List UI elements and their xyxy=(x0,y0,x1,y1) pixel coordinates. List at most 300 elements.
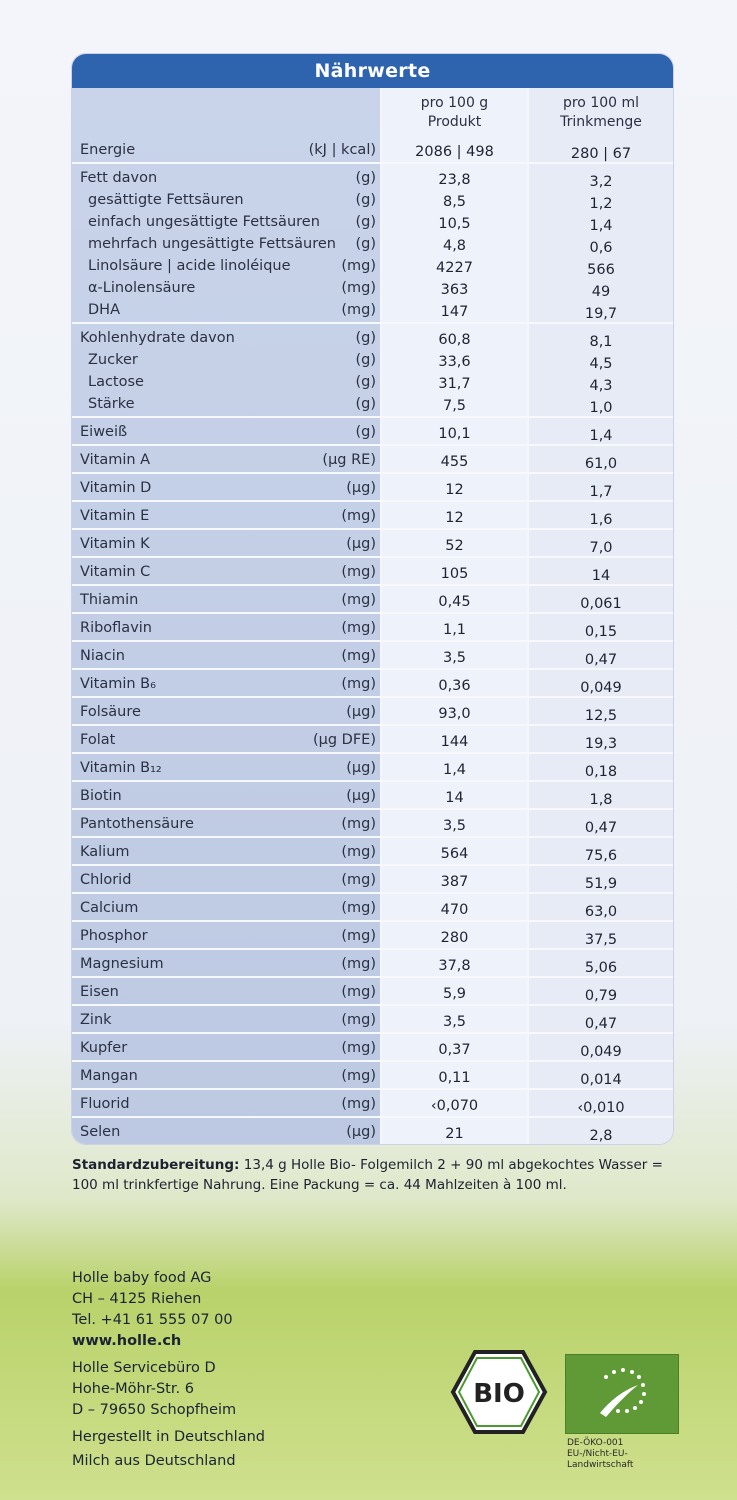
nutrient-unit: (mg) xyxy=(341,1012,376,1028)
nutrient-name: Pantothensäure xyxy=(80,816,194,832)
nutrient-line xyxy=(80,841,376,863)
row-labels xyxy=(80,617,376,639)
value-per-100g: 60,8 xyxy=(438,332,471,348)
nutrient-name: Selen xyxy=(80,1124,121,1140)
value-per-100ml: 19,3 xyxy=(584,736,618,752)
nutrient-line xyxy=(80,477,376,499)
value-per-100ml: 1,4 xyxy=(589,218,613,234)
nutrient-line xyxy=(80,189,376,211)
table-row xyxy=(72,446,673,474)
value-per-100g: 31,7 xyxy=(438,376,471,392)
nutrient-name: Kalium xyxy=(80,844,130,860)
service-city: D – 79650 Schopfheim xyxy=(72,1402,237,1418)
value-per-100ml: 0,47 xyxy=(584,652,618,668)
value-per-100g: 3,5 xyxy=(442,1014,467,1030)
nutrient-name: Zucker xyxy=(88,352,138,368)
nutrient-unit: (g) xyxy=(355,214,376,230)
value-per-100ml: 0,6 xyxy=(589,240,613,256)
row-values-per-100ml xyxy=(529,1069,673,1091)
value-per-100ml: 8,1 xyxy=(589,334,613,350)
value-per-100ml: 0,049 xyxy=(580,680,622,696)
nutrient-unit: (g) xyxy=(355,424,376,440)
nutrient-name: Magnesium xyxy=(80,956,164,972)
nutrient-line xyxy=(80,869,376,891)
company-phone: Tel. +41 61 555 07 00 xyxy=(72,1312,233,1328)
nutrient-unit: (mg) xyxy=(341,816,376,832)
nutrient-unit: (µg) xyxy=(346,536,376,552)
nutrient-line xyxy=(80,393,376,415)
value-per-100g: 144 xyxy=(440,734,469,750)
row-values-per-100ml xyxy=(529,649,673,671)
table-row xyxy=(72,642,673,670)
bio-seal-text: BIO xyxy=(473,1379,525,1409)
nutrient-line xyxy=(80,167,376,189)
nutrition-table xyxy=(72,54,673,1144)
row-values-per-100g xyxy=(382,451,527,473)
nutrient-name: Phosphor xyxy=(80,928,148,944)
value-per-100g: 105 xyxy=(440,566,469,582)
nutrient-line xyxy=(80,1093,376,1115)
nutrient-line xyxy=(80,1121,376,1143)
eu-code-line2: EU-/Nicht-EU- xyxy=(567,1449,628,1459)
nutrient-line xyxy=(80,953,376,975)
value-per-100ml: 7,0 xyxy=(589,540,613,556)
value-per-100g: 564 xyxy=(440,846,469,862)
row-values-per-100g xyxy=(382,1011,527,1033)
row-values-per-100ml xyxy=(529,957,673,979)
nutrient-line xyxy=(80,729,376,751)
table-row xyxy=(72,838,673,866)
nutrient-line xyxy=(80,1009,376,1031)
preparation-note xyxy=(72,1155,692,1195)
eu-code-line1: DE-ÖKO-001 xyxy=(567,1438,624,1448)
value-per-100ml: 0,79 xyxy=(584,988,618,1004)
nutrient-unit: (mg) xyxy=(341,872,376,888)
row-values-per-100g xyxy=(382,927,527,949)
row-labels xyxy=(80,1009,376,1031)
value-per-100g: 52 xyxy=(445,538,464,554)
nutrient-line xyxy=(80,211,376,233)
value-per-100g: 33,6 xyxy=(438,354,471,370)
row-values-per-100g xyxy=(382,619,527,641)
value-per-100g: 12 xyxy=(445,510,464,526)
row-labels xyxy=(80,1121,376,1143)
row-values-per-100g xyxy=(382,535,527,557)
row-labels xyxy=(80,1065,376,1087)
nutrient-name: Lactose xyxy=(88,374,144,390)
value-per-100ml: 0,15 xyxy=(584,624,618,640)
value-per-100ml: 2,8 xyxy=(589,1128,613,1144)
nutrient-name: Vitamin B₆ xyxy=(80,676,156,692)
preparation-note-text: 13,4 g Holle Bio- Folgemilch 2 + 90 ml abgekochtes Wasser = 100 ml trinkfertige Nahrung. Eine Packung = ca. 44 Mahlzeiten à 100 ml. xyxy=(72,1157,663,1193)
row-values-per-100g xyxy=(382,507,527,529)
value-per-100ml: 51,9 xyxy=(584,876,618,892)
table-row xyxy=(72,1118,673,1144)
row-values-per-100ml xyxy=(529,1125,673,1144)
nutrient-unit: (mg) xyxy=(341,258,376,274)
nutrient-name: Thiamin xyxy=(80,592,139,608)
row-values-per-100ml xyxy=(529,621,673,643)
row-values-per-100ml xyxy=(529,1013,673,1035)
nutrient-name: Eiweiß xyxy=(80,424,128,440)
table-row xyxy=(72,950,673,978)
table-row xyxy=(72,530,673,558)
nutrient-name: Stärke xyxy=(88,396,135,412)
nutrient-name: Niacin xyxy=(80,648,125,664)
nutrient-unit: (g) xyxy=(355,170,376,186)
row-values-per-100g xyxy=(382,955,527,977)
table-row xyxy=(72,978,673,1006)
row-values-per-100ml xyxy=(529,453,673,475)
row-values-per-100ml xyxy=(529,985,673,1007)
table-row xyxy=(72,810,673,838)
table-row xyxy=(72,894,673,922)
table-row xyxy=(72,558,673,586)
nutrient-name: Biotin xyxy=(80,788,122,804)
row-values-per-100ml xyxy=(529,789,673,811)
nutrient-name: Kohlenhydrate davon xyxy=(80,330,235,346)
value-per-100ml: ‹0,010 xyxy=(577,1100,625,1116)
value-per-100g: 280 xyxy=(440,930,469,946)
nutrient-name: Folat xyxy=(80,732,116,748)
nutrient-name: Vitamin E xyxy=(80,508,150,524)
nutrient-unit: (g) xyxy=(355,374,376,390)
row-labels xyxy=(80,701,376,723)
row-labels xyxy=(80,981,376,1003)
table-row xyxy=(72,324,673,418)
table-row xyxy=(72,866,673,894)
nutrient-unit: (µg) xyxy=(346,1124,376,1140)
row-labels xyxy=(80,841,376,863)
row-values-per-100g xyxy=(382,1123,527,1144)
row-values-per-100ml xyxy=(529,705,673,727)
row-values-per-100ml xyxy=(529,425,673,447)
table-row xyxy=(72,754,673,782)
row-values-per-100ml xyxy=(529,1097,673,1119)
value-per-100g: 10,5 xyxy=(438,216,471,232)
row-values-per-100g xyxy=(382,329,527,417)
row-values-per-100g xyxy=(382,843,527,865)
row-values-per-100g xyxy=(382,141,527,163)
nutrient-name: mehrfach ungesättigte Fettsäuren xyxy=(88,236,336,252)
nutrient-line xyxy=(80,589,376,611)
nutrient-name: Kupfer xyxy=(80,1040,128,1056)
table-row xyxy=(72,164,673,324)
table-row xyxy=(72,502,673,530)
value-per-100g: 0,45 xyxy=(438,594,471,610)
nutrient-unit: (mg) xyxy=(341,302,376,318)
row-labels xyxy=(80,327,376,415)
nutrient-line xyxy=(80,645,376,667)
nutrient-line xyxy=(80,813,376,835)
eu-code-line3: Landwirtschaft xyxy=(567,1460,634,1470)
col2-header-line1: pro 100 ml xyxy=(562,95,640,111)
nutrient-name: gesättigte Fettsäuren xyxy=(88,192,244,208)
service-street: Hohe-Möhr-Str. 6 xyxy=(72,1381,194,1397)
eu-organic-logo-icon xyxy=(565,1354,679,1434)
value-per-100g: 0,37 xyxy=(438,1042,471,1058)
value-per-100g: 93,0 xyxy=(438,706,471,722)
value-per-100ml: 19,7 xyxy=(584,306,618,322)
nutrient-line xyxy=(80,925,376,947)
row-values-per-100g xyxy=(382,703,527,725)
row-labels xyxy=(80,421,376,443)
nutrient-unit: (µg) xyxy=(346,480,376,496)
nutrient-name: Riboflavin xyxy=(80,620,152,636)
row-values-per-100g xyxy=(382,563,527,585)
nutrient-unit: (mg) xyxy=(341,648,376,664)
row-values-per-100ml xyxy=(529,171,673,325)
value-per-100ml: 4,5 xyxy=(589,356,613,372)
nutrient-unit: (mg) xyxy=(341,280,376,296)
table-row xyxy=(72,782,673,810)
nutrient-line xyxy=(80,255,376,277)
nutrient-name: Vitamin A xyxy=(80,452,151,468)
nutrient-unit: (g) xyxy=(355,236,376,252)
value-per-100g: 21 xyxy=(445,1126,464,1142)
eu-leaf-icon xyxy=(566,1355,678,1433)
nutrient-name: Vitamin C xyxy=(80,564,151,580)
value-per-100ml: 12,5 xyxy=(584,708,618,724)
value-per-100g: 0,11 xyxy=(438,1070,471,1086)
nutrient-name: Eisen xyxy=(80,984,119,1000)
eu-control-code xyxy=(567,1438,633,1471)
nutrient-line xyxy=(80,701,376,723)
value-per-100g: 8,5 xyxy=(442,194,467,210)
nutrient-unit: (µg RE) xyxy=(322,452,376,468)
value-per-100ml: 0,47 xyxy=(584,1016,618,1032)
row-values-per-100g xyxy=(382,787,527,809)
row-labels xyxy=(80,167,376,321)
row-labels xyxy=(80,139,376,161)
nutrient-unit: (mg) xyxy=(341,676,376,692)
value-per-100g: 387 xyxy=(440,874,469,890)
value-per-100g: 1,1 xyxy=(442,622,467,638)
value-per-100ml: 1,4 xyxy=(589,428,613,444)
nutrient-name: Vitamin K xyxy=(80,536,150,552)
row-labels xyxy=(80,561,376,583)
nutrient-unit: (µg) xyxy=(346,788,376,804)
table-row xyxy=(72,726,673,754)
col2-header-line2: Trinkmenge xyxy=(560,114,642,130)
nutrient-unit: (mg) xyxy=(341,928,376,944)
row-values-per-100g xyxy=(382,815,527,837)
nutrient-name: Vitamin B₁₂ xyxy=(80,760,162,776)
nutrient-name: Folsäure xyxy=(80,704,141,720)
table-row xyxy=(72,1062,673,1090)
row-values-per-100g xyxy=(382,731,527,753)
nutrient-line xyxy=(80,299,376,321)
nutrient-line xyxy=(80,449,376,471)
nutrient-unit: (g) xyxy=(355,352,376,368)
service-office: Holle Servicebüro D xyxy=(72,1360,216,1376)
row-values-per-100ml xyxy=(529,929,673,951)
value-per-100ml: 75,6 xyxy=(584,848,618,864)
row-labels xyxy=(80,673,376,695)
row-values-per-100g xyxy=(382,647,527,669)
table-row xyxy=(72,136,673,164)
value-per-100ml: 61,0 xyxy=(584,456,618,472)
value-per-100g: 363 xyxy=(440,282,469,298)
row-values-per-100ml xyxy=(529,509,673,531)
row-values-per-100g xyxy=(382,983,527,1005)
nutrient-name: DHA xyxy=(88,302,120,318)
row-labels xyxy=(80,785,376,807)
nutrient-unit: (mg) xyxy=(341,956,376,972)
value-per-100g: 12 xyxy=(445,482,464,498)
nutrient-line xyxy=(80,349,376,371)
row-values-per-100ml xyxy=(529,331,673,419)
row-labels xyxy=(80,1093,376,1115)
value-per-100ml: 1,7 xyxy=(589,484,613,500)
nutrient-line xyxy=(80,505,376,527)
value-per-100g: 3,5 xyxy=(442,818,467,834)
nutrient-line xyxy=(80,277,376,299)
bio-seal-icon xyxy=(450,1348,548,1436)
nutrient-name: einfach ungesättigte Fettsäuren xyxy=(88,214,320,230)
value-per-100g: 5,9 xyxy=(442,986,467,1002)
company-website: www.holle.ch xyxy=(72,1333,182,1349)
col2-header xyxy=(529,94,673,132)
value-per-100ml: 0,049 xyxy=(580,1044,622,1060)
nutrient-unit: (µg DFE) xyxy=(312,732,376,748)
nutrient-line xyxy=(80,561,376,583)
row-values-per-100ml xyxy=(529,817,673,839)
value-per-100ml: 49 xyxy=(591,284,611,300)
nutrient-name: Chlorid xyxy=(80,872,132,888)
value-per-100ml: 0,18 xyxy=(584,764,618,780)
value-per-100ml: 280 | 67 xyxy=(570,146,632,162)
value-per-100g: 470 xyxy=(440,902,469,918)
table-title: Nährwerte xyxy=(72,54,673,88)
value-per-100ml: 1,0 xyxy=(589,400,613,416)
value-per-100ml: 3,2 xyxy=(589,174,613,190)
value-per-100ml: 1,2 xyxy=(589,196,613,212)
nutrient-name: Linolsäure | acide linoléique xyxy=(88,258,291,274)
row-values-per-100ml xyxy=(529,761,673,783)
row-labels xyxy=(80,505,376,527)
nutrient-line xyxy=(80,617,376,639)
nutrient-line xyxy=(80,757,376,779)
value-per-100g: 37,8 xyxy=(438,958,471,974)
table-row xyxy=(72,614,673,642)
nutrient-name: Mangan xyxy=(80,1068,138,1084)
nutrient-unit: (mg) xyxy=(341,508,376,524)
value-per-100g: 0,36 xyxy=(438,678,471,694)
nutrient-unit: (g) xyxy=(355,330,376,346)
row-values-per-100ml xyxy=(529,565,673,587)
nutrient-name: Vitamin D xyxy=(80,480,152,496)
table-row xyxy=(72,698,673,726)
value-per-100g: 1,4 xyxy=(442,762,467,778)
nutrient-line xyxy=(80,785,376,807)
row-labels xyxy=(80,645,376,667)
row-labels xyxy=(80,729,376,751)
nutrient-line xyxy=(80,673,376,695)
nutrient-line xyxy=(80,533,376,555)
table-row xyxy=(72,1034,673,1062)
value-per-100ml: 63,0 xyxy=(584,904,618,920)
nutrient-line xyxy=(80,1065,376,1087)
nutrient-unit: (g) xyxy=(355,192,376,208)
value-per-100ml: 0,47 xyxy=(584,820,618,836)
value-per-100ml: 37,5 xyxy=(584,932,618,948)
table-row xyxy=(72,1090,673,1118)
nutrient-name: Fluorid xyxy=(80,1096,130,1112)
value-per-100g: 14 xyxy=(445,790,464,806)
company-city: CH – 4125 Riehen xyxy=(72,1291,202,1307)
row-values-per-100g xyxy=(382,675,527,697)
row-values-per-100g xyxy=(382,1067,527,1089)
row-values-per-100g xyxy=(382,871,527,893)
row-labels xyxy=(80,869,376,891)
row-values-per-100ml xyxy=(529,143,673,165)
nutrient-unit: (mg) xyxy=(341,1040,376,1056)
value-per-100ml: 1,6 xyxy=(589,512,613,528)
preparation-note-label: Standardzubereitung: xyxy=(72,1157,240,1173)
value-per-100g: 7,5 xyxy=(442,398,467,414)
row-labels xyxy=(80,813,376,835)
table-row xyxy=(72,670,673,698)
value-per-100g: 147 xyxy=(440,304,469,320)
row-values-per-100g xyxy=(382,1039,527,1061)
row-values-per-100g xyxy=(382,591,527,613)
row-labels xyxy=(80,953,376,975)
nutrient-line xyxy=(80,1037,376,1059)
row-labels xyxy=(80,477,376,499)
col1-header xyxy=(382,94,527,132)
row-labels xyxy=(80,1037,376,1059)
row-values-per-100g xyxy=(382,479,527,501)
value-per-100g: ‹0,070 xyxy=(430,1098,479,1114)
row-labels xyxy=(80,449,376,471)
col1-header-line1: pro 100 g xyxy=(420,95,489,111)
value-per-100ml: 0,014 xyxy=(580,1072,622,1088)
value-per-100ml: 1,8 xyxy=(589,792,613,808)
nutrient-unit: (mg) xyxy=(341,844,376,860)
row-values-per-100ml xyxy=(529,481,673,503)
nutrient-unit: (kJ | kcal) xyxy=(308,142,376,158)
nutrient-line xyxy=(80,371,376,393)
table-row xyxy=(72,474,673,502)
row-labels xyxy=(80,897,376,919)
table-row xyxy=(72,922,673,950)
value-per-100ml: 14 xyxy=(591,568,611,584)
nutrient-name: Zink xyxy=(80,1012,112,1028)
nutrient-name: α-Linolensäure xyxy=(88,280,196,296)
nutrient-unit: (mg) xyxy=(341,1068,376,1084)
nutrient-line xyxy=(80,897,376,919)
company-address xyxy=(72,1268,265,1472)
table-row xyxy=(72,418,673,446)
table-row xyxy=(72,1006,673,1034)
nutrient-unit: (mg) xyxy=(341,564,376,580)
nutrient-unit: (mg) xyxy=(341,1096,376,1112)
row-values-per-100ml xyxy=(529,873,673,895)
row-values-per-100g xyxy=(382,423,527,445)
nutrient-unit: (µg) xyxy=(346,760,376,776)
row-labels xyxy=(80,757,376,779)
row-values-per-100g xyxy=(382,899,527,921)
value-per-100ml: 5,06 xyxy=(584,960,618,976)
nutrient-line xyxy=(80,139,376,161)
made-in: Hergestellt in Deutschland xyxy=(72,1429,265,1445)
row-values-per-100ml xyxy=(529,733,673,755)
nutrient-name: Fett davon xyxy=(80,170,158,186)
value-per-100g: 4227 xyxy=(436,260,473,276)
value-per-100ml: 0,061 xyxy=(580,596,622,612)
nutrient-unit: (mg) xyxy=(341,592,376,608)
